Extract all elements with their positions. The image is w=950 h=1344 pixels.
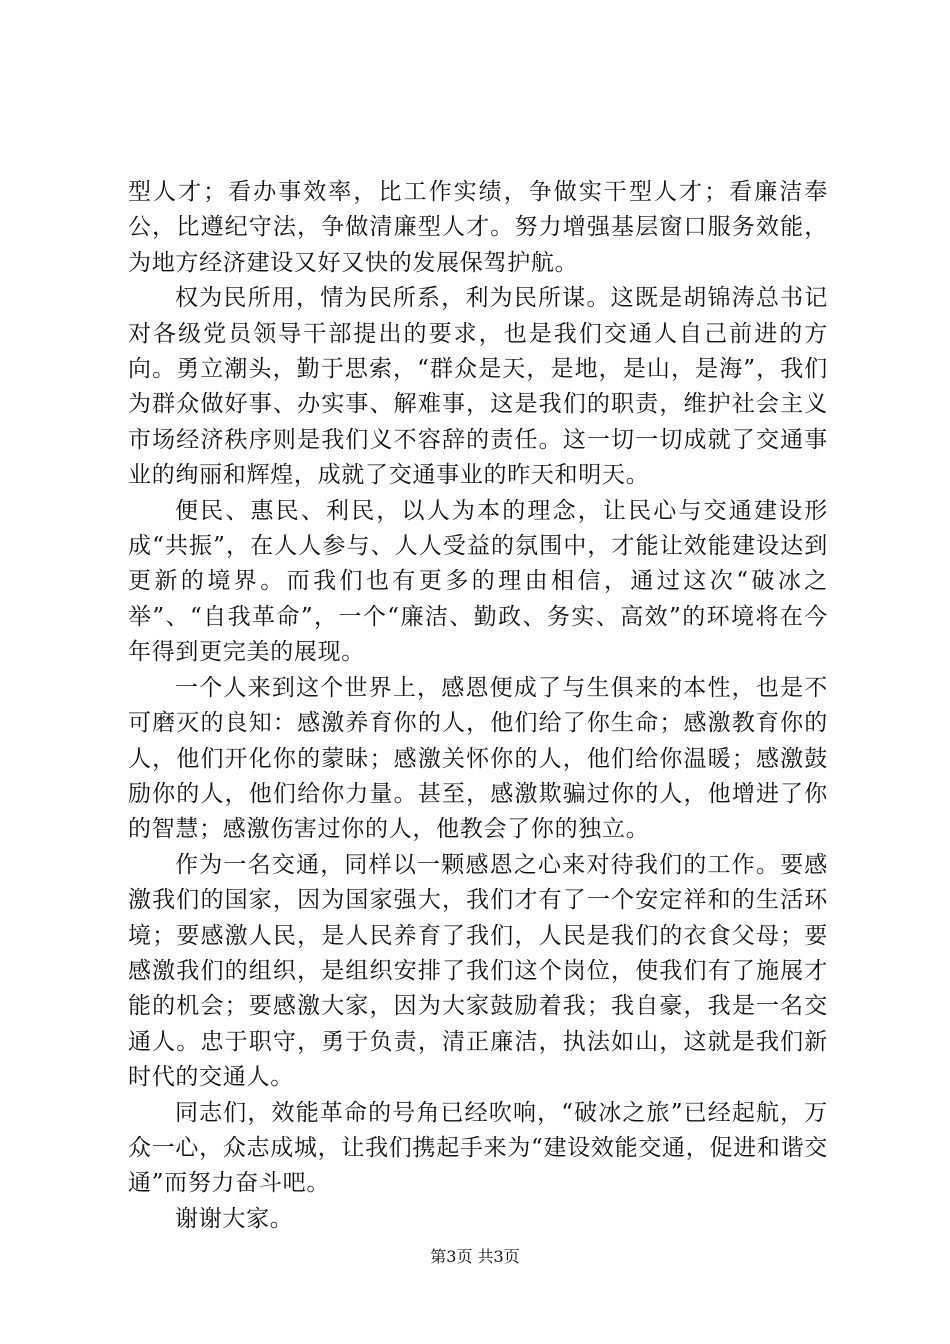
- paragraph-5: 作为一名交通，同样以一颗感恩之心来对待我们的工作。要感激我们的国家，因为国家强大，我们才有了一个安定祥和的生活环境；要感激人民，是人民养育了我们，人民是我们的衣食父母；要感激我们的组织，是组织安排了我们这个岗位，使我们有了施展才能的机会；要感激大家，因为大家鼓励着我；我自豪，我是一名交通人。忠于职守，勇于负责，清正廉洁，执法如山，这就是我们新时代的交通人。: [128, 851, 828, 1091]
- document-body: [128, 175, 828, 1237]
- paragraph-3: 便民、惠民、利民，以人为本的理念，让民心与交通建设形成“共振”，在人人参与、人人受益的氛围中，才能让效能建设达到更新的境界。而我们也有更多的理由相信，通过这次“破冰之举”、“自我革命”，一个“廉洁、勤政、务实、高效”的环境将在今年得到更完美的展现。: [128, 497, 828, 666]
- page-footer: [0, 1244, 950, 1267]
- paragraph-7: 谢谢大家。: [175, 1205, 294, 1232]
- paragraph-4: 一个人来到这个世界上，感恩便成了与生俱来的本性，也是不可磨灭的良知：感激养育你的人，他们给了你生命；感激教育你的人，他们开化你的蒙昧；感激关怀你的人，他们给你温暖；感激鼓励你的人，他们给你力量。甚至，感激欺骗过你的人，他增进了你的智慧；感激伤害过你的人，他教会了你的独立。: [128, 674, 828, 843]
- paragraph-1: 型人才；看办事效率，比工作实绩，争做实干型人才；看廉洁奉公，比遵纪守法，争做清廉型人才。努力增强基层窗口服务效能，为地方经济建设又好又快的发展保驾护航。: [128, 179, 828, 276]
- paragraph-2: 权为民所用，情为民所系，利为民所谋。这既是胡锦涛总书记对各级党员领导干部提出的要求，也是我们交通人自己前进的方向。勇立潮头，勤于思索，“群众是天，是地，是山，是海”，我们为群众做好事、办实事、解难事，这是我们的职责，维护社会主义市场经济秩序则是我们义不容辞的责任。这一切一切成就了交通事业的绚丽和辉煌，成就了交通事业的昨天和明天。: [128, 285, 828, 489]
- page-number-label: 第3页 共3页: [430, 1247, 520, 1266]
- paragraph-6: 同志们，效能革命的号角已经吹响，“破冰之旅”已经起航，万众一心，众志成城，让我们携起手来为“建设效能交通，促进和谐交通”而努力奋斗吧。: [128, 1099, 828, 1197]
